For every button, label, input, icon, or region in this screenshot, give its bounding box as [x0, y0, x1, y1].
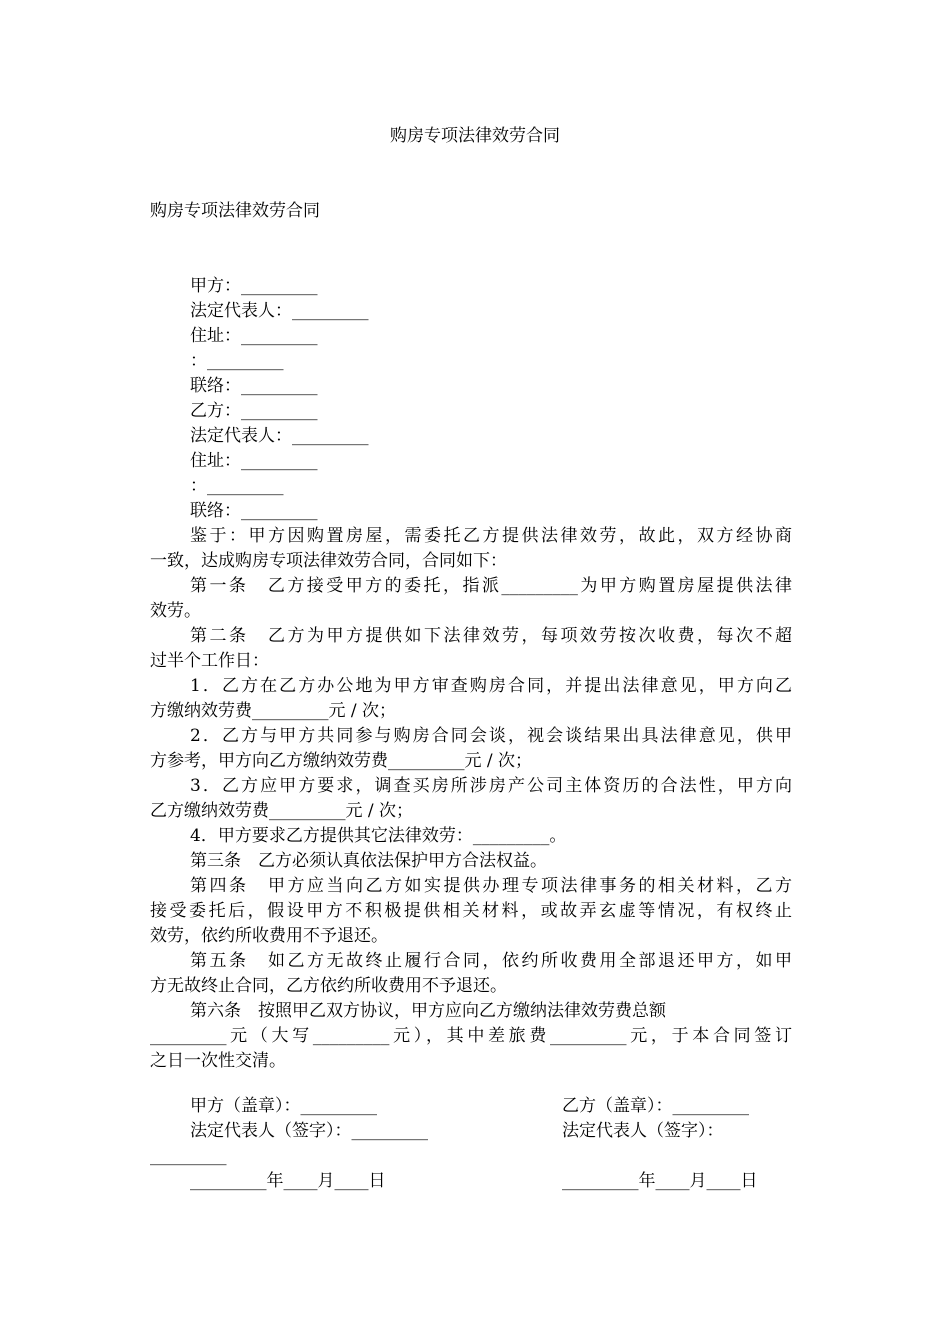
article-6-line: 之日一次性交清。	[150, 1051, 286, 1071]
party-a-blank-field: ：_________	[190, 351, 284, 371]
party-b-rep-blank: _________	[150, 1146, 227, 1166]
article-4-line: 效劳，依约所收费用不予退还。	[150, 926, 388, 946]
party-a-field: 甲方：_________	[190, 276, 318, 296]
item-1-line: 方缴纳效劳费_________元 / 次；	[150, 701, 397, 721]
party-b-field: 乙方：_________	[190, 401, 318, 421]
party-a-contact-field: 联络：_________	[190, 376, 318, 396]
party-b-seal-field: 乙方（盖章）：_________	[562, 1096, 749, 1116]
document-title: 购房专项法律效劳合同	[390, 126, 560, 146]
article-4-line: 第四条 甲方应当向乙方如实提供办理专项法律事务的相关材料，乙方	[190, 876, 792, 896]
article-3-line: 第三条 乙方必须认真依法保护甲方合法权益。	[190, 851, 547, 871]
article-5-line: 第五条 如乙方无故终止履行合同，依约所收费用全部退还甲方，如甲	[190, 951, 792, 971]
party-b-blank-field: ：_________	[190, 476, 284, 496]
article-5-line: 方无故终止合同，乙方依约所收费用不予退还。	[150, 976, 507, 996]
article-6-line: 第六条 按照甲乙双方协议，甲方应向乙方缴纳法律效劳费总额	[190, 1001, 666, 1021]
party-a-address-field: 住址：_________	[190, 326, 318, 346]
item-1-line: 1．乙方在乙方办公地为甲方审查购房合同，并提出法律意见，甲方向乙	[190, 676, 792, 696]
item-2-line: 2．乙方与甲方共同参与购房合同会谈，视会谈结果出具法律意见，供甲	[190, 726, 792, 746]
document-subtitle: 购房专项法律效劳合同	[150, 201, 320, 221]
party-a-seal-field: 甲方（盖章）：_________	[190, 1096, 377, 1116]
party-a-rep-field: 法定代表人：_________	[190, 301, 369, 321]
article-4-line: 接受委托后，假设甲方不积极提供相关材料，或故弄玄虚等情况，有权终止	[150, 901, 792, 921]
article-1-line: 第一条 乙方接受甲方的委托，指派_________为甲方购置房屋提供法律	[190, 576, 792, 596]
item-2-line: 方参考，甲方向乙方缴纳效劳费_________元 / 次；	[150, 751, 533, 771]
preamble-line: 鉴于：甲方因购置房屋，需委托乙方提供法律效劳，故此，双方经协商	[190, 526, 792, 546]
item-3-line: 乙方缴纳效劳费_________元 / 次；	[150, 801, 414, 821]
article-2-line: 过半个工作日：	[150, 651, 269, 671]
party-b-address-field: 住址：_________	[190, 451, 318, 471]
party-b-date: _________年____月____日	[562, 1171, 758, 1191]
preamble-line: 一致，达成购房专项法律效劳合同，合同如下：	[150, 551, 507, 571]
party-b-contact-field: 联络：_________	[190, 501, 318, 521]
party-b-rep-field: 法定代表人：_________	[190, 426, 369, 446]
article-1-line: 效劳。	[150, 601, 201, 621]
party-a-date: _________年____月____日	[190, 1171, 386, 1191]
article-6-line: _________元（大写_________元），其中差旅费_________元，于本合同签订	[150, 1026, 792, 1046]
party-a-rep-signature: 法定代表人（签字）：_________	[190, 1121, 428, 1141]
item-3-line: 3．乙方应甲方要求，调查买房所涉房产公司主体资历的合法性，甲方向	[190, 776, 792, 796]
party-b-rep-signature: 法定代表人（签字）：	[562, 1121, 724, 1141]
article-2-line: 第二条 乙方为甲方提供如下法律效劳，每项效劳按次收费，每次不超	[190, 626, 792, 646]
item-4-line: 4．甲方要求乙方提供其它法律效劳：_________。	[190, 826, 567, 846]
